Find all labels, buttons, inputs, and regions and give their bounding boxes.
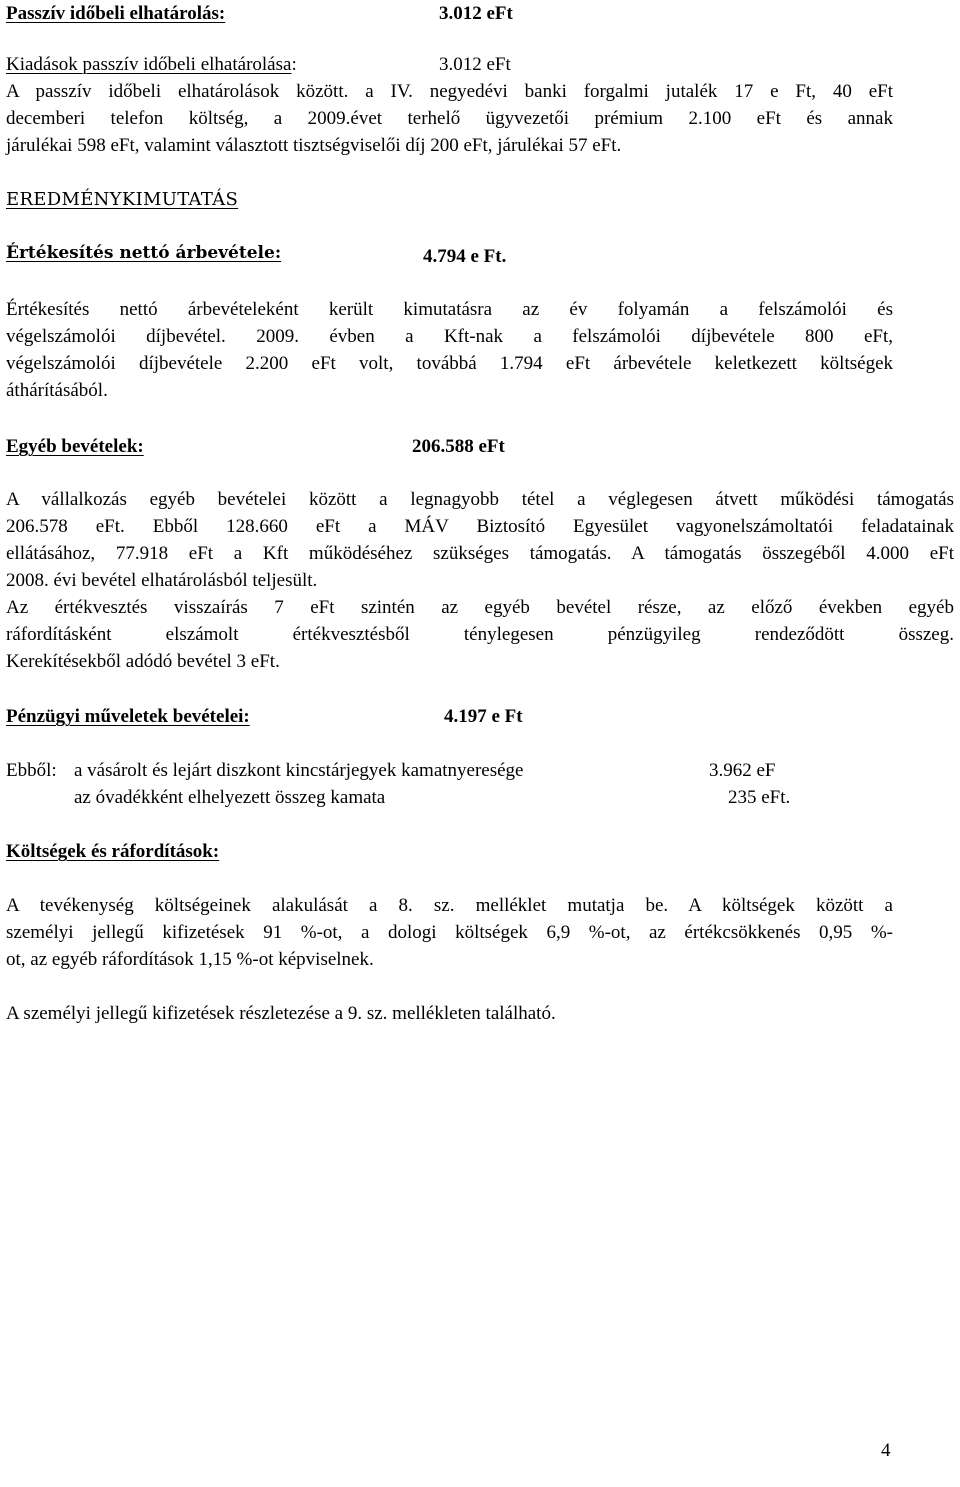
egyeb-bevetelek-value: 206.588 eFt	[412, 436, 505, 457]
paragraph-line: A tevékenység költségeinek alakulását a 8. sz. melléklet mutatja be. A költségek között a	[6, 895, 893, 916]
paragraph-line: A passzív időbeli elhatárolások között. a IV. negyedévi banki forgalmi jutalék 17 e Ft, 40 eFt	[6, 81, 893, 102]
penzugyi-label: Pénzügyi műveletek bevételei:	[6, 706, 250, 727]
paragraph-line: járulékai 598 eFt, valamint választott tisztségviselői díj 200 eFt, járulékai 57 eFt.	[6, 135, 622, 156]
paragraph-line: decemberi telefon költség, a 2009.évet terhelő ügyvezetői prémium 2.100 eFt és annak	[6, 108, 893, 129]
sub-label-kiadasok: Kiadások passzív időbeli elhatárolása	[6, 54, 292, 75]
paragraph-line: ot, az egyéb ráfordítások 1,15 %-ot képviselnek.	[6, 949, 374, 970]
arbevetel-value: 4.794 e Ft.	[423, 246, 507, 267]
egyeb-bevetelek-label: Egyéb bevételek:	[6, 436, 144, 457]
section-value-passziv: 3.012 eFt	[439, 3, 513, 24]
ebbol-item-2-text: az óvadékként elhelyezett összeg kamata	[74, 787, 386, 808]
paragraph-line: A vállalkozás egyéb bevételei között a legnagyobb tétel a véglegesen átvett működési támogatás	[6, 489, 954, 510]
ebbol-item-1-text: a vásárolt és lejárt diszkont kincstárjegyek kamatnyeresége	[74, 760, 524, 781]
koltsegek-label: Költségek és ráfordítások:	[6, 841, 220, 862]
section-title-eredmenykimutatas: EREDMÉNYKIMUTATÁS	[6, 189, 239, 210]
paragraph-line: Az értékvesztés visszaírás 7 eFt szintén az egyéb bevétel része, az előző években egyéb	[6, 597, 954, 618]
sub-colon: :	[291, 54, 297, 75]
arbevetel-label: Értékesítés nettó árbevétele:	[6, 243, 282, 263]
paragraph-line: 2008. évi bevétel elhatárolásból teljesült.	[6, 570, 318, 591]
ebbol-item-1-value: 3.962 eF	[709, 760, 776, 781]
sub-row-kiadasok	[6, 55, 297, 74]
page-number: 4	[881, 1440, 891, 1461]
paragraph-line: ellátásához, 77.918 eFt a Kft működéséhez szükséges támogatás. A támogatás összegéből 4.000 eFt	[6, 543, 954, 564]
paragraph-line: ráfordításként elszámolt értékvesztésből ténylegesen pénzügyileg rendeződött összeg.	[6, 624, 954, 645]
sub-value-kiadasok: 3.012 eFt	[439, 54, 511, 75]
paragraph-line: személyi jellegű kifizetések 91 %-ot, a dologi költségek 6,9 %-ot, az értékcsökkenés 0,95 %-	[6, 922, 893, 943]
paragraph-line: Értékesítés nettó árbevételeként került kimutatásra az év folyamán a felszámolói és	[6, 299, 893, 320]
penzugyi-value: 4.197 e Ft	[444, 706, 523, 727]
paragraph-line: Kerekítésekből adódó bevétel 3 eFt.	[6, 651, 280, 672]
paragraph-line: 206.578 eFt. Ebből 128.660 eFt a MÁV Biztosító Egyesület vagyonelszámoltatói feladatainak	[6, 516, 954, 537]
paragraph-line: végelszámolói díjbevétel. 2009. évben a Kft-nak a felszámolói díjbevétele 800 eFt,	[6, 326, 893, 347]
ebbol-item-2-value: 235 eFt.	[728, 787, 791, 808]
section-heading-passziv: Passzív időbeli elhatárolás:	[6, 3, 226, 24]
paragraph-line: A személyi jellegű kifizetések részletezése a 9. sz. mellékleten található.	[6, 1003, 556, 1024]
ebbol-prefix: Ebből:	[6, 760, 57, 781]
paragraph-line: áthárításából.	[6, 380, 108, 401]
paragraph-line: végelszámolói díjbevétele 2.200 eFt volt, továbbá 1.794 eFt árbevétele keletkezett költségek	[6, 353, 893, 374]
